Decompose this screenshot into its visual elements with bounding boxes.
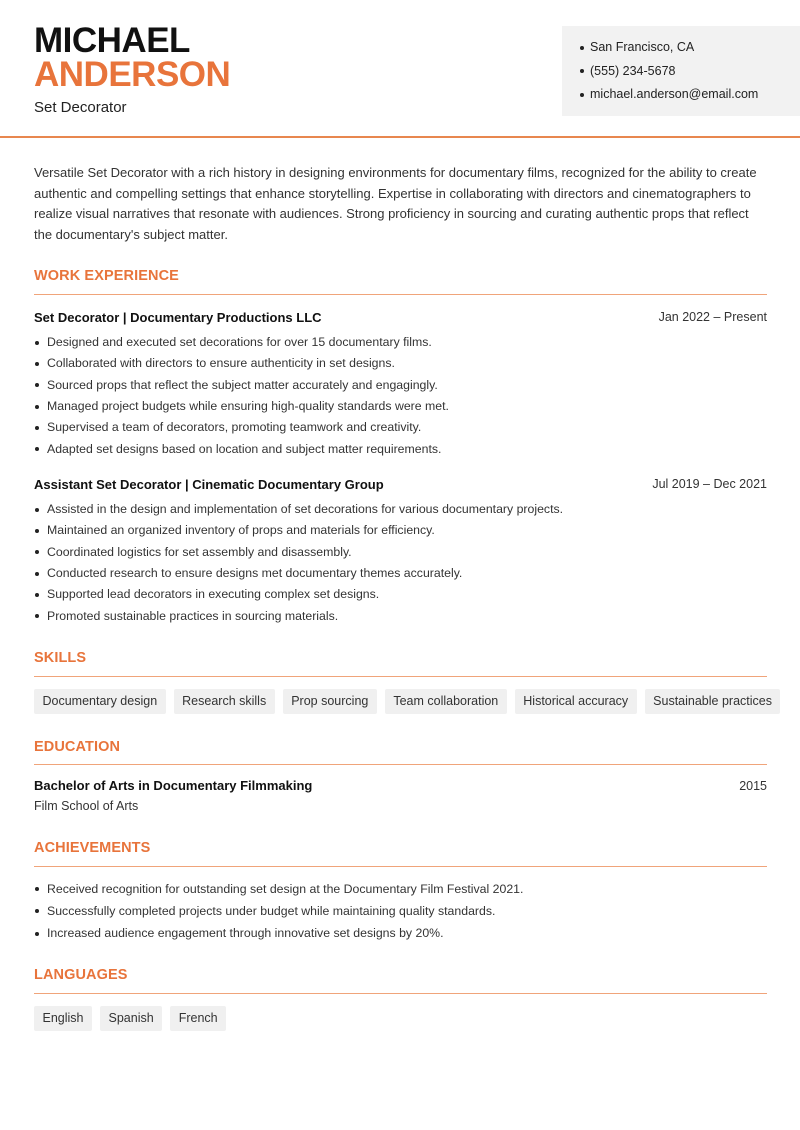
education-entry (34, 778, 767, 793)
bullet-icon (35, 383, 39, 387)
bullet-icon (35, 447, 39, 451)
education-year: 2015 (739, 778, 767, 793)
job-role: Assistant Set Decorator | Cinematic Documentary Group (34, 476, 384, 492)
professional-summary: Versatile Set Decorator with a rich history in designing environments for documentary films, recognized for the ability to create authentic and compelling settings that enhance storytelling. Expertise in collaborating with directors and cinematographers to realize visual narratives that resonate with audiences. Strong proficiency in sourcing and curating authentic props that reflect the documentary's subject matter. (34, 165, 757, 242)
skill-tag: Research skills (174, 689, 275, 714)
list-item (34, 878, 767, 900)
list-item-text: Managed project budgets while ensuring high-quality standards were met. (47, 399, 449, 414)
list-item-text: Assisted in the design and implementation of set decorations for various documentary projects. (47, 502, 564, 517)
list-item-text: Coordinated logistics for set assembly and disassembly. (47, 544, 352, 559)
section-title-languages: LANGUAGES (34, 967, 128, 983)
bullet-icon (35, 909, 39, 913)
section-title-work: WORK EXPERIENCE (34, 268, 179, 284)
section-divider (34, 866, 767, 867)
skill-tag: Documentary design (34, 689, 166, 714)
achievements-list (34, 878, 767, 945)
language-tag: Spanish (100, 1006, 162, 1031)
list-item (34, 584, 767, 605)
list-item-text: Supervised a team of decorators, promoting teamwork and creativity. (47, 420, 422, 435)
list-item (34, 332, 767, 353)
list-item-text: Supported lead decorators in executing complex set designs. (47, 587, 380, 602)
section-divider (34, 676, 767, 677)
bullet-icon (35, 426, 39, 430)
section-title-education: EDUCATION (34, 739, 121, 755)
list-item-text: Maintained an organized inventory of props and materials for efficiency. (47, 523, 435, 538)
list-item-text: Collaborated with directors to ensure authenticity in set designs. (47, 356, 395, 371)
bullet-icon (35, 508, 39, 512)
list-item (34, 438, 767, 459)
list-item (34, 605, 767, 626)
list-item (34, 520, 767, 541)
bullet-icon (35, 614, 39, 618)
list-item-text: Successfully completed projects under budget while maintaining quality standards. (47, 903, 496, 918)
job-dates: Jul 2019 – Dec 2021 (652, 477, 767, 491)
job-title: Set Decorator (34, 99, 127, 116)
language-tag: English (34, 1006, 92, 1031)
bullet-icon (35, 593, 39, 597)
contact-location (580, 36, 800, 60)
contact-phone (580, 60, 800, 84)
contact-box (562, 26, 800, 116)
language-tag: French (170, 1006, 226, 1031)
bullet-icon (580, 46, 584, 50)
list-item (34, 353, 767, 374)
skill-tag: Team collaboration (385, 689, 507, 714)
list-item (34, 542, 767, 563)
contact-email-text: michael.anderson@email.com (590, 87, 759, 102)
skill-tag: Prop sourcing (283, 689, 377, 714)
list-item (34, 375, 767, 396)
bullet-icon (580, 69, 584, 73)
section-divider (34, 993, 767, 994)
section-title-achievements: ACHIEVEMENTS (34, 840, 151, 856)
bullet-icon (35, 362, 39, 366)
list-item (34, 499, 767, 520)
list-item (34, 396, 767, 417)
list-item-text: Received recognition for outstanding set design at the Documentary Film Festival 2021. (47, 881, 524, 896)
list-item (34, 417, 767, 438)
job-header (34, 475, 767, 493)
bullet-icon (580, 93, 584, 97)
skills-list (34, 689, 780, 714)
skill-tag: Historical accuracy (515, 689, 637, 714)
list-item-text: Increased audience engagement through innovative set designs by 20%. (47, 926, 444, 941)
contact-location-text: San Francisco, CA (590, 40, 695, 55)
bullet-icon (35, 405, 39, 409)
section-divider (34, 764, 767, 765)
list-item-text: Adapted set designs based on location and subject matter requirements. (47, 441, 442, 456)
bullet-icon (35, 572, 39, 576)
bullet-icon (35, 341, 39, 345)
skill-tag: Sustainable practices (645, 689, 781, 714)
section-title-skills: SKILLS (34, 650, 87, 666)
contact-phone-text: (555) 234-5678 (590, 63, 676, 78)
resume-header (0, 0, 800, 138)
bullet-icon (35, 550, 39, 554)
education-degree: Bachelor of Arts in Documentary Filmmaking (34, 778, 313, 793)
contact-email (580, 83, 800, 107)
list-item-text: Promoted sustainable practices in sourcing materials. (47, 608, 339, 623)
bullet-icon (35, 932, 39, 936)
job-role: Set Decorator | Documentary Productions LLC (34, 309, 322, 325)
job-header (34, 308, 767, 326)
languages-list (34, 1006, 226, 1031)
list-item-text: Designed and executed set decorations for over 15 documentary films. (47, 335, 432, 350)
section-divider (34, 294, 767, 295)
list-item-text: Sourced props that reflect the subject matter accurately and engagingly. (47, 377, 438, 392)
bullet-icon (35, 529, 39, 533)
job-bullets (34, 332, 767, 460)
job-dates: Jan 2022 – Present (658, 310, 767, 324)
bullet-icon (35, 887, 39, 891)
first-name: MICHAEL (34, 21, 190, 60)
job-bullets (34, 499, 767, 627)
last-name: ANDERSON (34, 55, 231, 94)
list-item (34, 900, 767, 922)
list-item (34, 563, 767, 584)
list-item-text: Conducted research to ensure designs met documentary themes accurately. (47, 566, 463, 581)
list-item (34, 923, 767, 945)
education-school: Film School of Arts (34, 799, 139, 813)
